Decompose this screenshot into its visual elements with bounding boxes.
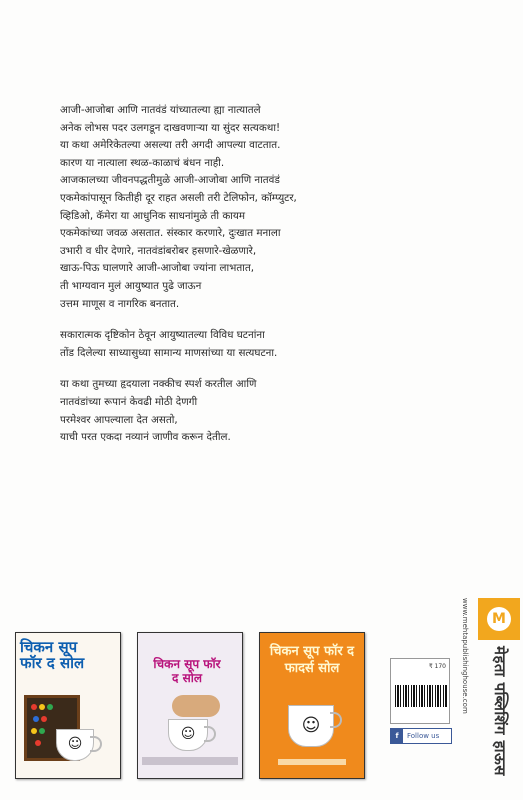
barcode-icon	[395, 685, 447, 707]
blurb-line: आजकालच्या जीवनपद्धतीमुळे आजी-आजोबा आणि नातवंडं	[60, 174, 280, 187]
blurb-line: परमेश्वर आपल्याला देत असतो,	[60, 413, 178, 426]
facebook-follow[interactable]	[390, 728, 452, 744]
book-cover-3	[259, 632, 365, 779]
blurb-line: ती भाग्यवान मुलं आयुष्यात पुढे जाऊन	[60, 279, 202, 292]
smiley-face-icon: ☺	[301, 715, 321, 736]
back-cover-blurb	[60, 102, 440, 461]
blurb-line: तोंड दिलेल्या साध्यासुध्या सामान्य माणसांच्या या सत्यघटना.	[60, 346, 278, 359]
blurb-line: या कथा तुमच्या हृदयाला नक्कीच स्पर्श करतील आणि	[60, 378, 257, 391]
blurb-line: याची परत एकदा नव्यानं जाणीव करून देतील.	[60, 431, 231, 444]
blurb-paragraph-1	[60, 102, 440, 313]
book-title: चिकन सूप फॉर द फादर्स सोल	[269, 644, 355, 676]
blurb-paragraph-2	[60, 327, 440, 362]
blurb-line: व्हिडिओ, कॅमेरा या आधुनिक साधनांमुळे ती कायम	[60, 209, 246, 222]
blurb-line: कारण या नात्याला स्थळ-काळाचं बंधन नाही.	[60, 156, 225, 169]
holding-hands-image	[172, 695, 220, 717]
blurb-line: एकमेकांच्या जवळ असतात. संस्कार करणारे, दुःखात मनाला	[60, 227, 281, 240]
blurb-line: आजी-आजोबा आणि नातवंडं यांच्यातल्या ह्या नात्यातले	[60, 104, 261, 116]
facebook-label: Follow us	[407, 732, 440, 740]
blurb-line: अनेक लोभस पदर उलगडून दाखवणाऱ्या या सुंदर सत्यकथा!	[60, 121, 281, 134]
book-title: चिकन सूप फॉर द सोल	[20, 638, 85, 672]
publisher-name	[478, 646, 520, 796]
blurb-line: उभारी व धीर देणारे, नातवंडांबरोबर हसणारे-खेळणारे,	[60, 244, 257, 257]
blurb-line: एकमेकांपासून कितीही दूर राहत असली तरी टेलिफोन, कॉम्प्युटर,	[60, 191, 297, 204]
book-cover-2	[137, 632, 243, 779]
blurb-line: नातवंडांच्या रूपानं केवढी मोठी देणगी	[60, 395, 198, 408]
blurb-paragraph-3	[60, 376, 440, 446]
book-title: चिकन सूप फॉर द सोल	[153, 657, 221, 685]
smiley-face-icon: ☺	[180, 726, 196, 742]
isbn-price-box	[390, 658, 450, 724]
author-strip	[278, 759, 346, 765]
blurb-line: उत्तम माणूस व नागरिक बनतात.	[60, 297, 180, 310]
price: ₹ 170	[428, 663, 446, 670]
smiley-mug-image	[288, 705, 334, 747]
author-strip	[142, 757, 238, 765]
facebook-icon: f	[391, 729, 403, 743]
publisher-logo-icon: M	[487, 607, 511, 631]
blurb-line: खाऊ-पिऊ घालणारे आजी-आजोबा ज्यांना लाभतात,	[60, 262, 255, 275]
blurb-line: या कथा अमेरिकेतल्या असल्या तरी अगदी आपल्या वाटतात.	[60, 139, 281, 152]
book-cover-1	[15, 632, 121, 779]
website-text: www.mehtapublishinghouse.com	[461, 598, 469, 714]
website-url[interactable]	[458, 598, 470, 748]
smiley-face-icon: ☺	[67, 736, 83, 752]
publisher-name-text: मेहता पब्लिशिंग हाऊस	[491, 646, 509, 776]
publisher-logo	[478, 598, 520, 640]
smiley-mug-image	[168, 719, 208, 751]
smiley-mug-image	[56, 729, 94, 761]
blurb-line: सकारात्मक दृष्टिकोन ठेवून आयुष्यातल्या विविध घटनांना	[60, 329, 265, 342]
